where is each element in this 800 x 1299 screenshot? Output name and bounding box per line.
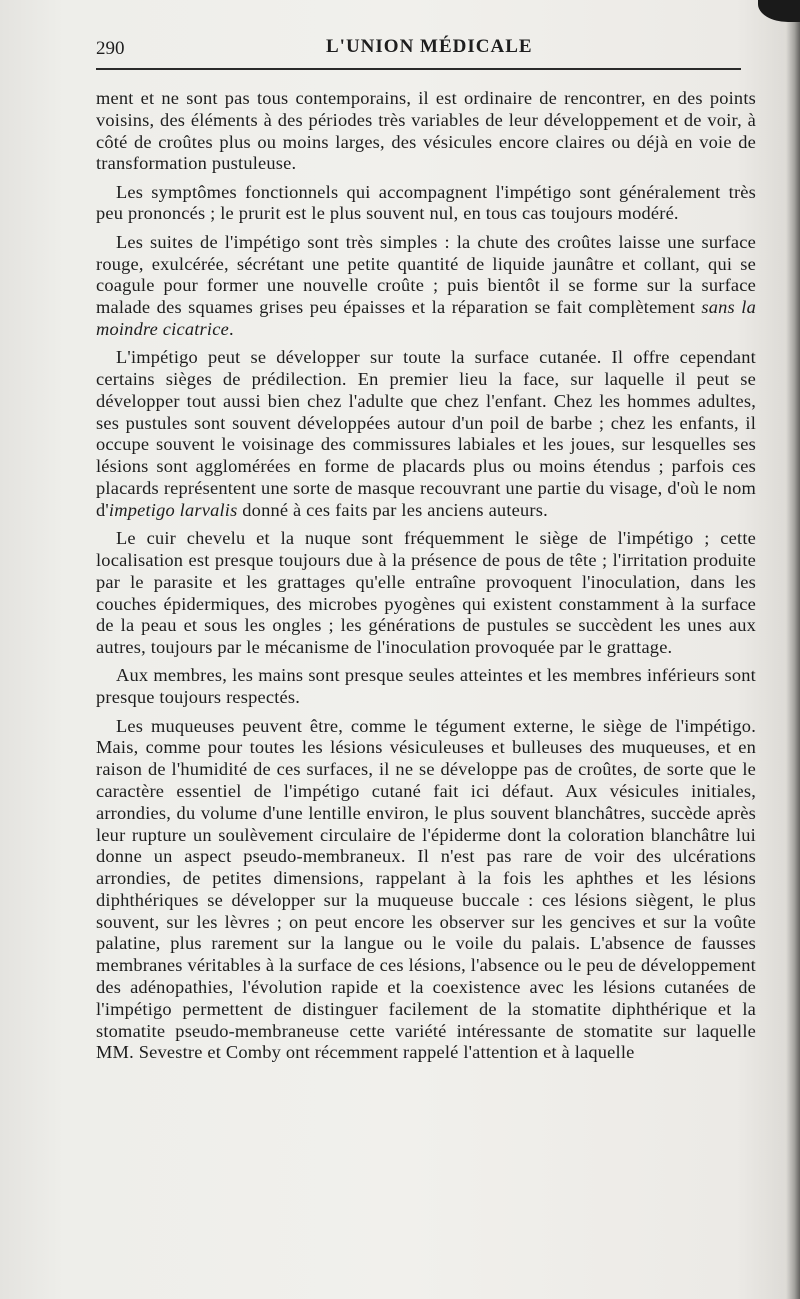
page-corner-shadow	[758, 0, 800, 22]
running-title: L'UNION MÉDICALE	[326, 36, 533, 57]
paragraph-scalp: Le cuir chevelu et la nuque sont fréquemment le siège de l'impétigo ; cette localisation est presque toujours due à la présence de pous de tête ; l'irritation produite par le parasite et les grattages qu'elle entraîne provoquent l'inoculation, dans les couches épidermiques, des microbes pyogènes qui existent constamment à la surface de la peau et sous les ongles ; les générations de pustules se succèdent les unes aux autres, toujours par le mécanisme de l'inoculation provoquée par le grattage.	[96, 528, 756, 658]
article-body	[96, 88, 756, 1071]
page-header	[96, 32, 741, 72]
page-number: 290	[96, 38, 125, 59]
page-edge-shadow	[786, 0, 800, 1299]
paragraph-mucosa: Les muqueuses peuvent être, comme le tégument externe, le siège de l'impétigo. Mais, comme pour toutes les lésions vésiculeuses et bulleuses des muqueuses, et en raison de l'humidité de ces surfaces, il ne se développe pas de croûtes, de sorte que le caractère essentiel de l'impétigo cutané fait ici défaut. Aux vésicules initiales, arrondies, du volume d'une lentille environ, le plus souvent blanchâtres, succède après leur rupture un soulèvement circulaire de l'épiderme dont la coloration blanchâtre lui donne un aspect pseudo-membraneux. Il n'est pas rare de voir des ulcérations arrondies, de petites dimensions, rappelant à la fois les aphthes et les lésions diphthériques se développer sur la muqueuse buccale : ces lésions siègent, le plus souvent, sur les lèvres ; on peut encore les observer sur les gencives et sur la voûte palatine, plus rarement sur la langue ou le voile du palais. L'absence de fausses membranes véritables à la surface de ces lésions, l'absence ou le peu de développement des adénopathies, l'évolution rapide et la coexistence avec les lésions cutanées de l'impétigo permettent de distinguer facilement de la stomatite diphthérique et la stomatite pseudo-membraneuse cette variété intéressante de stomatite sur laquelle MM. Sevestre et Comby ont récemment rappelé l'attention et à laquelle	[96, 715, 756, 1063]
paragraph-locations-italic: impetigo larvalis	[108, 499, 238, 520]
paragraph-locations-end: donné à ces faits par les anciens auteurs.	[237, 499, 548, 520]
paragraph-outcome-text: Les suites de l'impétigo sont très simples : la chute des croûtes laisse une surface rouge, exulcérée, sécrétant une petite quantité de liquide jaunâtre et collant, qui se coagule pour former une nouvelle croûte ; puis bientôt il se forme sur la surface malade des squames grises peu épaisses et la réparation se fait complètement	[96, 231, 756, 318]
paragraph-limbs: Aux membres, les mains sont presque seules atteintes et les membres inférieurs sont presque toujours respectés.	[96, 665, 756, 708]
paragraph-symptoms: Les symptômes fonctionnels qui accompagnent l'impétigo sont généralement très peu prononcés ; le prurit est le plus souvent nul, en tous cas toujours modéré.	[96, 181, 756, 224]
paragraph-locations-text: L'impétigo peut se développer sur toute la surface cutanée. Il offre cependant certains sièges de prédilection. En premier lieu la face, sur laquelle il peut se développer tout aussi bien chez l'adulte que chez l'enfant. Chez les hommes adultes, ses pustules sont souvent développées autour d'un poil de barbe ; chez les enfants, il occupe souvent le voisinage des commissures labiales et les joues, sur lesquelles ses lésions sont agglomérées en forme de placards plus ou moins étendus ; parfois ces placards représentent une sorte de masque recouvrant une partie du visage, d'où le nom d'	[96, 347, 756, 520]
paragraph-outcome	[96, 232, 756, 341]
header-rule	[96, 68, 741, 70]
paragraph-outcome-end: .	[228, 318, 234, 339]
paragraph-continuation: ment et ne sont pas tous contemporains, il est ordinaire de rencontrer, en des points voisins, des éléments à des périodes très variables de leur développement et de voir, à côté de croûtes plus ou moins larges, des vésicules encore claires ou déjà en voie de transformation pustuleuse.	[96, 88, 756, 174]
paragraph-locations	[96, 347, 756, 521]
paragraph-outcome-italic: sans la moindre cicatrice	[96, 297, 757, 339]
